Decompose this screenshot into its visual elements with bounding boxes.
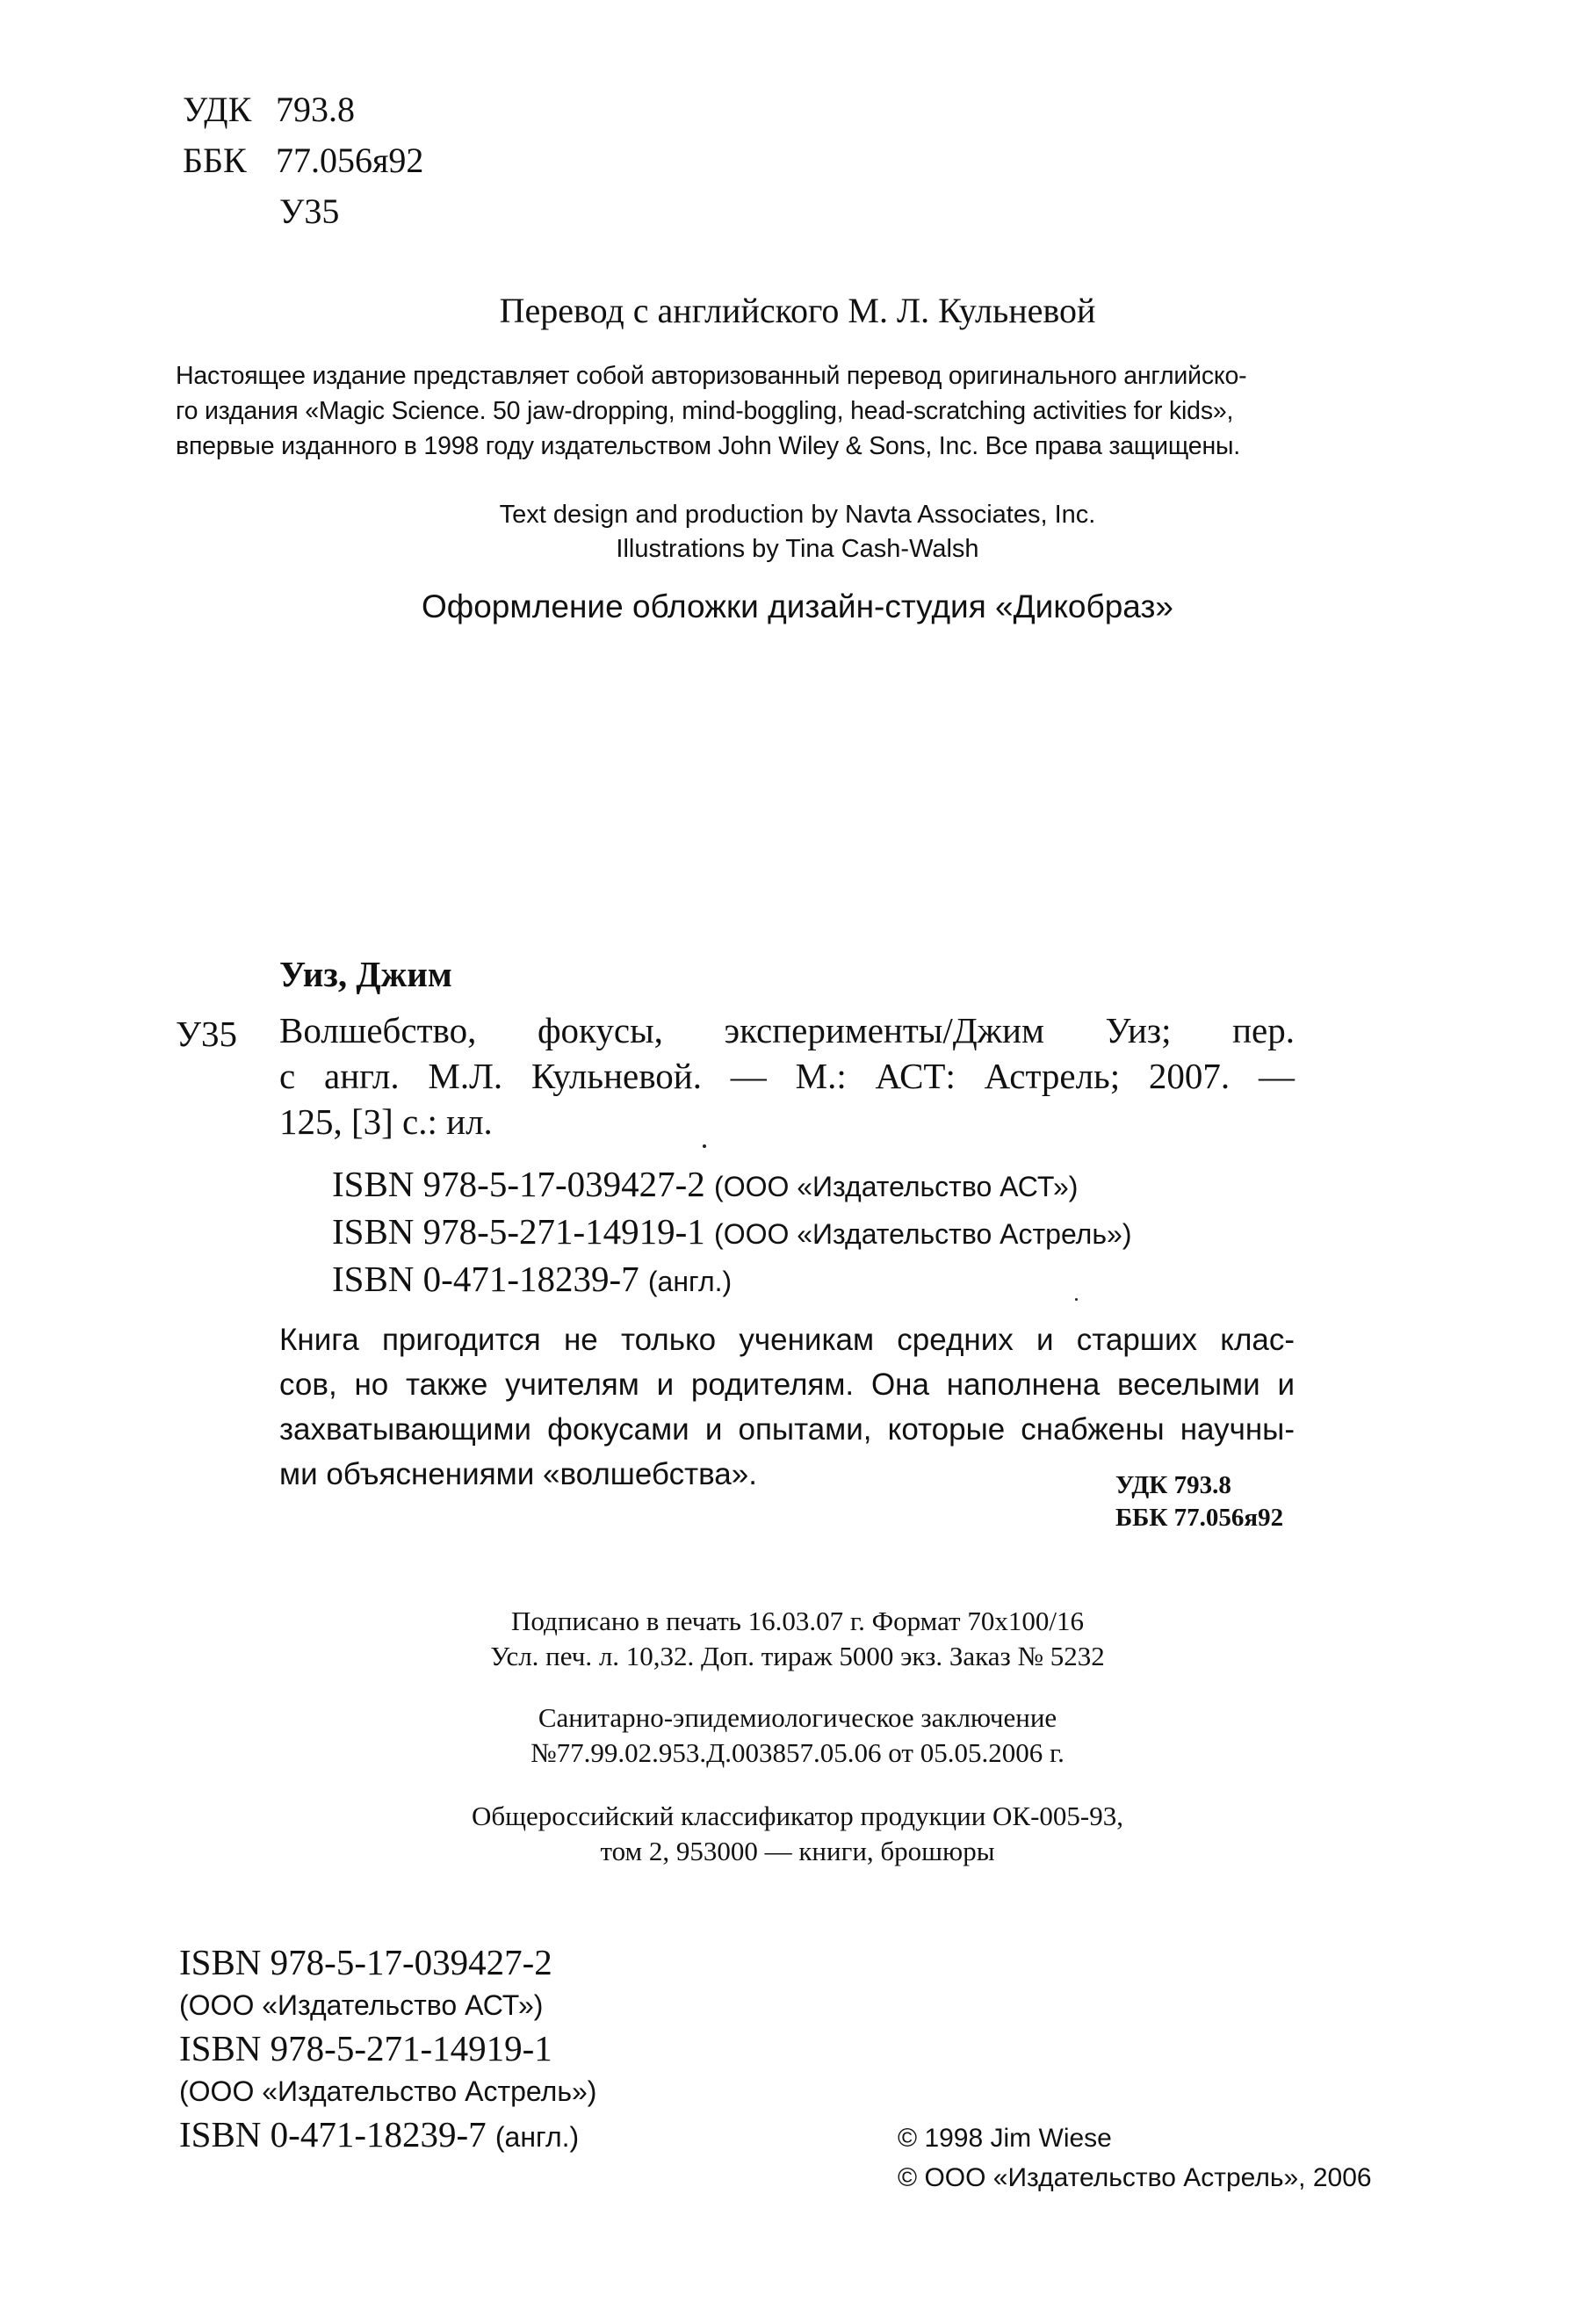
isbn-publisher: (ООО «Издательство Астрель») [714, 1218, 1132, 1250]
annotation-line-3: захватывающими фокусами и опытами, которые снабжены научны- [279, 1412, 1295, 1447]
classification-codes-bottom [1115, 1469, 1305, 1534]
imprint-signed: Подписано в печать 16.03.07 г. Формат 70x100/16 [511, 1606, 1084, 1636]
rights-notice-line-3: впервые изданного в 1998 году издательством John Wiley & Sons, Inc. Все права защищены. [176, 432, 1240, 460]
isbn-number: ISBN 978-5-271-14919-1 [332, 1211, 705, 1252]
bbk-value: 77.056я92 [276, 141, 424, 180]
isbn-list [332, 1162, 1131, 1304]
biblio-line-2: с англ. М.Л. Кульневой. — М.: АСТ: Астрель; 2007. — [279, 1056, 1295, 1096]
classification-codes-top [183, 84, 423, 237]
imprint-print-info [0, 1604, 1595, 1674]
copyright-line-2: © ООО «Издательство Астрель», 2006 [898, 2163, 1372, 2192]
isbn-publisher: (англ.) [647, 1266, 733, 1297]
author-heading: Уиз, Джим [279, 954, 452, 994]
bbk-code: ББК 77.056я92 [1115, 1504, 1284, 1532]
bottom-isbn-number: ISBN 978-5-17-039427-2 [179, 1942, 552, 1982]
udk-value: 793.8 [276, 90, 355, 129]
annotation-line-2: сов, но также учителям и родителям. Она наполнена веселыми и [279, 1368, 1295, 1402]
classifier-detail: том 2, 953000 — книги, брошюры [600, 1836, 995, 1866]
print-speck [703, 1144, 706, 1148]
sanitary-title: Санитарно-эпидемиологическое заключение [538, 1702, 1057, 1733]
rights-notice [176, 358, 1246, 464]
cover-design-credit: Оформление обложки дизайн-студия «Дикобраз» [422, 588, 1173, 624]
bottom-isbn-publisher: (ООО «Издательство Астрель») [179, 2075, 597, 2107]
production-credits [0, 498, 1595, 567]
udk-line [183, 84, 423, 135]
udk-label: УДК [183, 90, 252, 129]
udk-code: УДК 793.8 [1115, 1471, 1231, 1499]
illustration-credit: Illustrations by Tina Cash-Walsh [616, 535, 979, 563]
sanitary-number: №77.99.02.953.Д.003857.05.06 от 05.05.2006 г. [530, 1737, 1065, 1768]
rights-notice-line-1: Настоящее издание представляет собой авторизованный перевод оригинального английско- [176, 362, 1247, 390]
classifier-title: Общероссийский классификатор продукции ОК-005-93, [471, 1801, 1124, 1831]
bibliographic-description [279, 1007, 1295, 1144]
bbk-line [183, 135, 423, 186]
translator-credit: Перевод с английского М. Л. Кульневой [499, 291, 1096, 330]
isbn-number: ISBN 978-5-17-039427-2 [332, 1164, 705, 1204]
biblio-line-3: 125, [3] с.: ил. [279, 1101, 493, 1142]
bottom-isbn-number: ISBN 0-471-18239-7 [179, 2114, 487, 2154]
copyright-notice [898, 2118, 1372, 2198]
author-mark-top: У35 [279, 191, 340, 231]
author-mark: У35 [176, 1014, 238, 1054]
bottom-isbn-publisher: (ООО «Издательство АСТ») [179, 1989, 544, 2021]
print-speck [1075, 1298, 1078, 1301]
annotation-line-1: Книга пригодится не только ученикам средних и старших клас- [279, 1323, 1295, 1357]
bottom-isbn-list [179, 1941, 596, 2159]
imprint-sheets: Усл. печ. л. 10,32. Доп. тираж 5000 экз. Заказ № 5232 [490, 1641, 1105, 1671]
design-credit: Text design and production by Navta Associates, Inc. [499, 501, 1096, 529]
isbn-publisher: (ООО «Издательство АСТ») [714, 1171, 1079, 1202]
imprint-classifier [0, 1799, 1595, 1869]
bottom-isbn-number: ISBN 978-5-271-14919-1 [179, 2028, 552, 2068]
bbk-label: ББК [183, 141, 247, 180]
imprint-sanitary [0, 1700, 1595, 1771]
copyright-line-1: © 1998 Jim Wiese [898, 2124, 1112, 2153]
annotation-line-4: ми объяснениями «волшебства». [279, 1457, 757, 1491]
bottom-isbn-publisher: (англ.) [494, 2121, 580, 2153]
isbn-number: ISBN 0-471-18239-7 [332, 1259, 639, 1299]
isbn-entry [332, 1257, 1131, 1304]
rights-notice-line-2: го издания «Magic Science. 50 jaw-dropping, mind-boggling, head-scratching activities for kids», [176, 397, 1234, 425]
bottom-isbn-entry [179, 2113, 596, 2159]
isbn-entry [332, 1209, 1131, 1257]
isbn-entry [332, 1162, 1131, 1209]
biblio-line-1: Волшебство, фокусы, эксперименты/Джим Уиз; пер. [279, 1010, 1295, 1050]
